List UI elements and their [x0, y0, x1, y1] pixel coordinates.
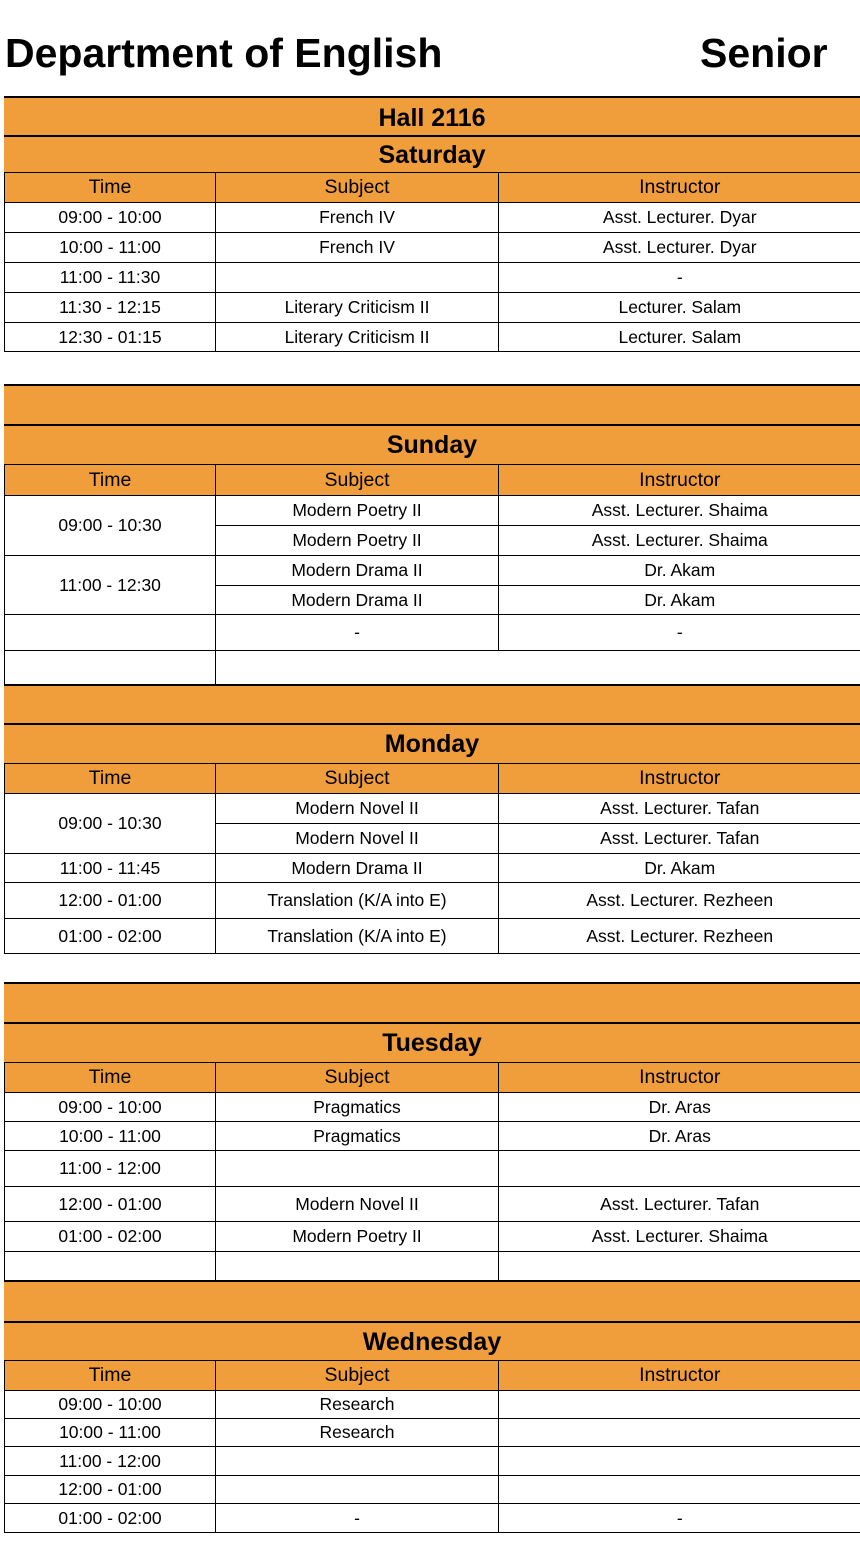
table-row [5, 883, 860, 919]
table-row [5, 1122, 860, 1151]
table-row [5, 1391, 860, 1419]
subject-cell: - [216, 1504, 499, 1533]
instructor-cell: Lecturer. Salam [499, 293, 860, 323]
time-cell: 10:00 - 11:00 [5, 233, 216, 263]
instructor-cell: Asst. Lecturer. Shaima [499, 526, 860, 556]
instructor-cell: Dr. Akam [499, 854, 860, 883]
table-row [5, 1419, 860, 1447]
instructor-cell: Asst. Lecturer. Rezheen [499, 883, 860, 919]
instructor-cell [499, 1447, 860, 1476]
day-band-wednesday [4, 1321, 860, 1361]
subject-cell: Translation (K/A into E) [216, 919, 499, 954]
subject-cell [216, 1252, 499, 1281]
subject-cell: Modern Drama II [216, 854, 499, 883]
subject-cell: Modern Novel II [216, 1187, 499, 1222]
table-row [5, 1151, 860, 1187]
table-row [5, 794, 860, 824]
day-label-wednesday: Wednesday [362, 1328, 502, 1356]
subject-cell: Translation (K/A into E) [216, 883, 499, 919]
column-header-time: Time [5, 1063, 216, 1093]
column-header-subject: Subject [216, 1361, 499, 1391]
level-label: Senior [700, 30, 828, 76]
time-cell: 11:30 - 12:15 [5, 293, 216, 323]
time-cell: 09:00 - 10:00 [5, 203, 216, 233]
subject-cell [216, 651, 860, 686]
column-header-time: Time [5, 173, 216, 203]
table-row [5, 1252, 860, 1281]
blank-band [4, 1280, 860, 1322]
instructor-cell: Asst. Lecturer. Rezheen [499, 919, 860, 954]
time-cell: 09:00 - 10:30 [5, 496, 216, 556]
subject-cell: Pragmatics [216, 1122, 499, 1151]
instructor-cell: Dr. Aras [499, 1122, 860, 1151]
time-cell: 09:00 - 10:30 [5, 794, 216, 854]
subject-cell [216, 263, 499, 293]
column-header-instructor: Instructor [499, 1063, 860, 1093]
instructor-cell [499, 1252, 860, 1281]
subject-cell: French IV [216, 233, 499, 263]
subject-cell [216, 1447, 499, 1476]
day-band-tuesday [4, 1022, 860, 1063]
subject-cell: Literary Criticism II [216, 323, 499, 352]
table-row [5, 1447, 860, 1476]
column-header-instructor: Instructor [499, 1361, 860, 1391]
time-cell: 11:00 - 12:30 [5, 556, 216, 615]
table-row [5, 233, 860, 263]
time-cell: 11:00 - 11:30 [5, 263, 216, 293]
instructor-cell: Dr. Akam [499, 586, 860, 615]
day-band-sunday [4, 424, 860, 465]
instructor-cell: - [499, 263, 860, 293]
column-header-row [5, 465, 860, 496]
day-label-saturday: Saturday [378, 141, 486, 169]
time-cell: 12:00 - 01:00 [5, 1476, 216, 1504]
subject-cell [216, 1151, 499, 1187]
column-header-time: Time [5, 764, 216, 794]
instructor-cell: Asst. Lecturer. Tafan [499, 794, 860, 824]
subject-cell: Modern Drama II [216, 586, 499, 615]
column-header-row [5, 1361, 860, 1391]
column-header-row [5, 1063, 860, 1093]
instructor-cell [499, 1391, 860, 1419]
time-cell: 11:00 - 11:45 [5, 854, 216, 883]
time-cell: 01:00 - 02:00 [5, 1504, 216, 1533]
table-row [5, 1187, 860, 1222]
subject-cell: Modern Novel II [216, 824, 499, 854]
schedule-table-sunday [4, 464, 860, 686]
time-cell: 01:00 - 02:00 [5, 919, 216, 954]
schedule-table-wednesday [4, 1360, 860, 1533]
subject-cell: Research [216, 1391, 499, 1419]
time-cell: 10:00 - 11:00 [5, 1419, 216, 1447]
time-cell: 01:00 - 02:00 [5, 1222, 216, 1252]
instructor-cell [499, 1419, 860, 1447]
table-row [5, 496, 860, 526]
table-row [5, 293, 860, 323]
time-cell: 09:00 - 10:00 [5, 1093, 216, 1122]
time-cell: 10:00 - 11:00 [5, 1122, 216, 1151]
time-cell: 12:00 - 01:00 [5, 883, 216, 919]
column-header-instructor: Instructor [499, 173, 860, 203]
instructor-cell: - [499, 1504, 860, 1533]
instructor-cell: Asst. Lecturer. Tafan [499, 824, 860, 854]
instructor-cell: Asst. Lecturer. Shaima [499, 496, 860, 526]
column-header-time: Time [5, 1361, 216, 1391]
table-row [5, 203, 860, 233]
subject-cell: Modern Drama II [216, 556, 499, 586]
table-row [5, 556, 860, 586]
hall-label: Hall 2116 [378, 104, 486, 132]
schedule-table-saturday [4, 172, 860, 352]
time-cell: 09:00 - 10:00 [5, 1391, 216, 1419]
blank-band [4, 684, 860, 724]
table-row [5, 1093, 860, 1122]
subject-cell: Literary Criticism II [216, 293, 499, 323]
instructor-cell: Asst. Lecturer. Dyar [499, 233, 860, 263]
day-label-tuesday: Tuesday [382, 1029, 482, 1057]
blank-band [4, 982, 860, 1023]
column-header-subject: Subject [216, 173, 499, 203]
instructor-cell: Dr. Akam [499, 556, 860, 586]
time-cell: 11:00 - 12:00 [5, 1447, 216, 1476]
instructor-cell: Dr. Aras [499, 1093, 860, 1122]
table-row [5, 615, 860, 651]
department-title: Department of English [5, 30, 443, 76]
table-row [5, 1476, 860, 1504]
instructor-cell: Lecturer. Salam [499, 323, 860, 352]
column-header-instructor: Instructor [499, 764, 860, 794]
table-row [5, 1504, 860, 1533]
day-band-saturday [4, 135, 860, 173]
instructor-cell: Asst. Lecturer. Dyar [499, 203, 860, 233]
table-row [5, 651, 860, 686]
time-cell [5, 1252, 216, 1281]
time-cell [5, 651, 216, 686]
hall-band [4, 96, 860, 136]
column-header-instructor: Instructor [499, 465, 860, 496]
table-row [5, 323, 860, 352]
table-row [5, 919, 860, 954]
column-header-row [5, 764, 860, 794]
day-band-monday [4, 723, 860, 764]
column-header-subject: Subject [216, 465, 499, 496]
subject-cell: Modern Poetry II [216, 526, 499, 556]
column-header-row [5, 173, 860, 203]
table-row [5, 854, 860, 883]
instructor-cell [499, 1151, 860, 1187]
subject-cell: Pragmatics [216, 1093, 499, 1122]
time-cell: 11:00 - 12:00 [5, 1151, 216, 1187]
column-header-time: Time [5, 465, 216, 496]
subject-cell: - [216, 615, 499, 651]
instructor-cell: Asst. Lecturer. Shaima [499, 1222, 860, 1252]
day-label-monday: Monday [384, 730, 480, 758]
instructor-cell: - [499, 615, 860, 651]
subject-cell: Research [216, 1419, 499, 1447]
subject-cell: Modern Poetry II [216, 1222, 499, 1252]
schedule-table-tuesday [4, 1062, 860, 1281]
day-label-sunday: Sunday [386, 431, 478, 459]
instructor-cell: Asst. Lecturer. Tafan [499, 1187, 860, 1222]
subject-cell [216, 1476, 499, 1504]
time-cell: 12:30 - 01:15 [5, 323, 216, 352]
blank-band [4, 384, 860, 425]
instructor-cell [499, 1476, 860, 1504]
schedule-table-monday [4, 763, 860, 954]
subject-cell: French IV [216, 203, 499, 233]
column-header-subject: Subject [216, 1063, 499, 1093]
subject-cell: Modern Novel II [216, 794, 499, 824]
table-row [5, 1222, 860, 1252]
time-cell: 12:00 - 01:00 [5, 1187, 216, 1222]
time-cell [5, 615, 216, 651]
table-row [5, 263, 860, 293]
column-header-subject: Subject [216, 764, 499, 794]
subject-cell: Modern Poetry II [216, 496, 499, 526]
